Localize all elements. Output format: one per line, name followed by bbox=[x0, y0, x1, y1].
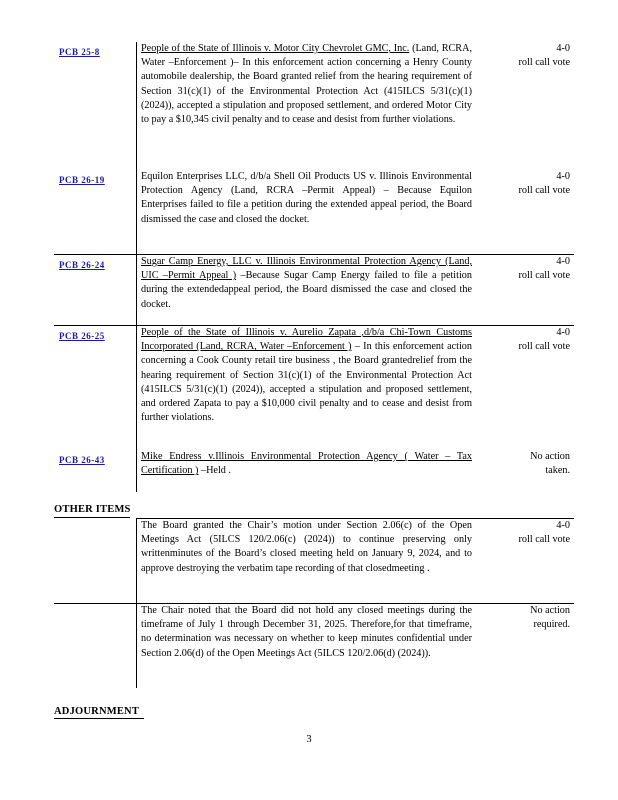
other-items-table bbox=[54, 518, 574, 688]
other-item-row bbox=[54, 519, 574, 603]
other-items-heading: OTHER ITEMS bbox=[54, 504, 131, 515]
vote-result: 4-0 roll call vote bbox=[518, 520, 570, 546]
case-description: –Held . bbox=[200, 465, 231, 477]
case-title: Sugar Camp Energy, LLC v. Illinois Environmental Protection Agency (Land, UIC –Permit Appeal ) bbox=[141, 256, 472, 282]
adjournment-heading: ADJOURNMENT bbox=[54, 706, 139, 717]
case-row bbox=[54, 255, 574, 325]
case-row bbox=[54, 170, 574, 254]
case-link[interactable]: PCB 25-8 bbox=[59, 47, 100, 57]
other-item-text: The Board granted the Chair’s motion under Section 2.06(c) of the Open Meetings Act (5ILCS 120/2.06(c) (2024)) to continue preserving only writtenminutes of the Board’s closed meeting held on January 9, 2024, and to approve destroying the verbatim tape recording of that closedmeeting . bbox=[136, 519, 472, 603]
case-description: (Land, RCRA, Water –Enforcement )– In this enforcement action concerning a Henry County automobile dealership, the Board granted relief from the hearing requirement of Section 31(c)(1) of the Environmental Protection Act (415ILCS 5/31(c)(1) (2024)), accepted a stipulation and proposed settlement, and ordered Motor City to pay a $10,345 civil penalty and to cease and desist from further violations. bbox=[141, 43, 472, 126]
case-description: –Because Sugar Camp Energy failed to file a petition during the extendedappeal period, the Board dismissed the case and closed the docket. bbox=[141, 270, 472, 310]
case-link[interactable]: PCB 26-43 bbox=[59, 455, 105, 465]
case-title: Mike Endress v.Illinois Environmental Protection Agency ( Water – Tax Certification ) bbox=[141, 451, 472, 477]
vote-result: No action required. bbox=[530, 605, 570, 631]
case-link[interactable]: PCB 26-19 bbox=[59, 175, 105, 185]
other-item-row bbox=[54, 604, 574, 688]
vote-result: 4-0 roll call vote bbox=[518, 43, 570, 69]
case-description: – In this enforcement action concerning a Cook County retail tire business , the Board grantedrelief from the hearing requirement of Section 31(c)(1) of the Environmental Protection Act (415ILCS 5/31(c)(1) (2024)), accepted a stipulation and proposed settlement, and ordered Zapata to pay a $10,000 civil penalty and to cease and desist from further violations. bbox=[141, 341, 472, 424]
vote-result: No action taken. bbox=[530, 451, 570, 477]
case-table bbox=[54, 42, 574, 492]
vote-result: 4-0 roll call vote bbox=[518, 171, 570, 197]
case-description: Equilon Enterprises LLC, d/b/a Shell Oil Products US v. Illinois Environmental Protection Agency (Land, RCRA –Permit Appeal) – Because Equilon Enterprises failed to file a petition during the extended appeal period, the Board dismissed the case and closed the docket. bbox=[141, 171, 472, 225]
other-item-text: The Chair noted that the Board did not hold any closed meetings during the timeframe of July 1 through December 31, 2025. Therefore,for that timeframe, no determination was necessary on whether to keep minutes confidential under Section 2.06(d) of the Open Meetings Act (5ILCS 120/2.06(d) (2024)). bbox=[136, 604, 472, 688]
case-row bbox=[54, 42, 574, 170]
page-number: 3 bbox=[306, 734, 312, 745]
case-link[interactable]: PCB 26-24 bbox=[59, 260, 105, 270]
case-row bbox=[54, 450, 574, 492]
case-title: People of the State of Illinois v. Motor City Chevrolet GMC, Inc. bbox=[141, 43, 410, 54]
vote-result: 4-0 roll call vote bbox=[518, 327, 570, 353]
case-row bbox=[54, 326, 574, 450]
vote-result: 4-0 roll call vote bbox=[518, 256, 570, 282]
heading-underline bbox=[54, 718, 144, 719]
case-link[interactable]: PCB 26-25 bbox=[59, 331, 105, 341]
case-title: People of the State of Illinois v. Aurelio Zapata ,d/b/a Chi-Town Customs Incorporated (Land, RCRA, Water –Enforcement ) bbox=[141, 327, 472, 353]
